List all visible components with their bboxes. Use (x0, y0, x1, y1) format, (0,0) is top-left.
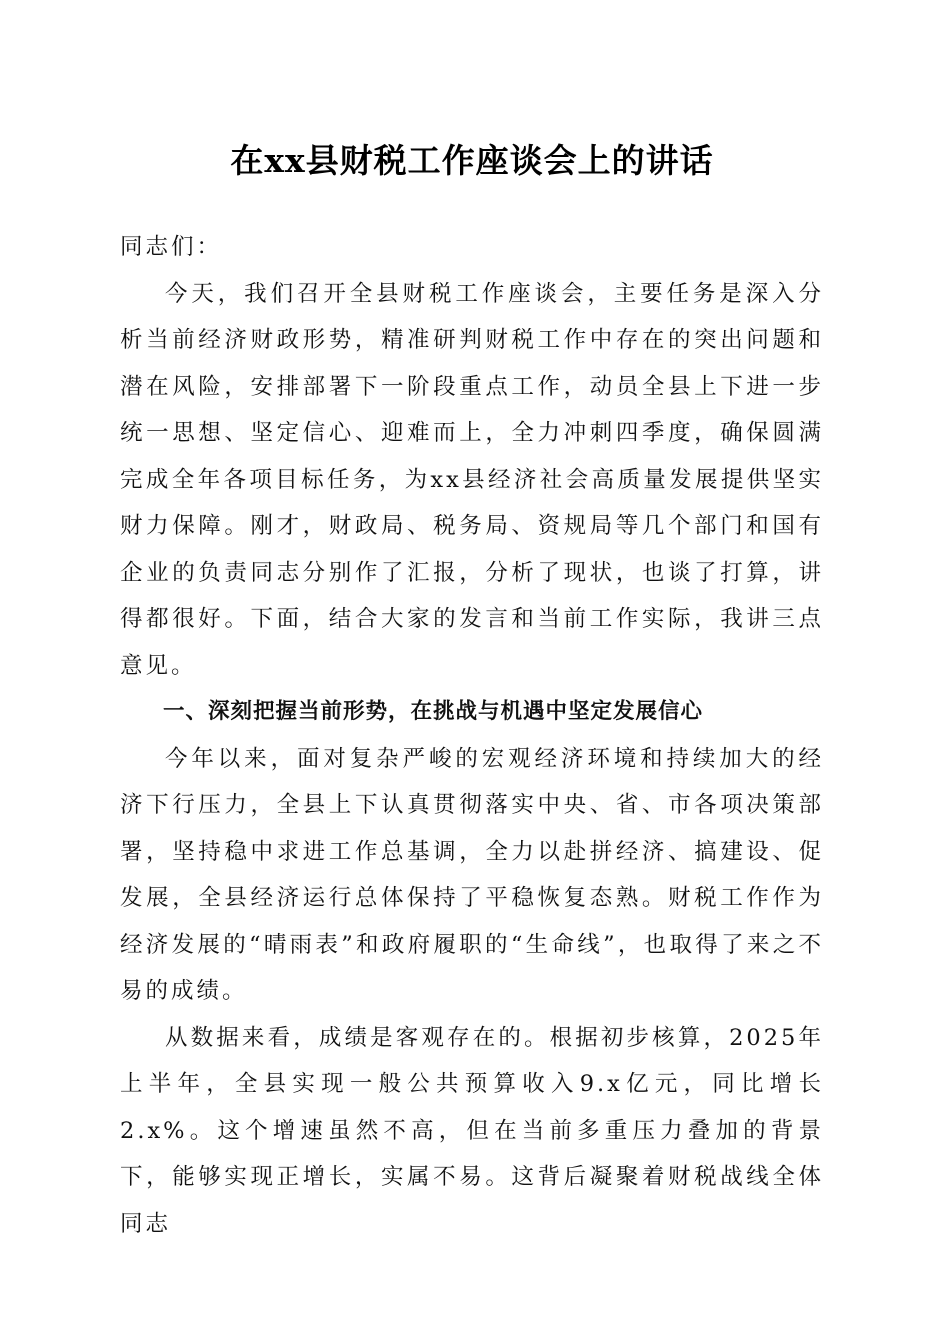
section-heading: 一、深刻把握当前形势，在挑战与机遇中坚定发展信心 (163, 699, 704, 724)
document-body (120, 224, 824, 1247)
document-title: 在xx县财税工作座谈会上的讲话 (230, 141, 714, 180)
intro-paragraph: 今天，我们召开全县财税工作座谈会，主要任务是深入分析当前经济财政形势，精准研判财税工作中存在的突出问题和潜在风险，安排部署下一阶段重点工作，动员全县上下进一步统一思想、坚定信心、迎难而上，全力冲刺四季度，确保圆满完成全年各项目标任务，为xx县经济社会高质量发展提供坚实财力保障。刚才，财政局、税务局、资规局等几个部门和国有企业的负责同志分别作了汇报，分析了现状，也谈了打算，讲得都很好。下面，结合大家的发言和当前工作实际，我讲三点意见。 (120, 280, 824, 679)
section-paragraph-2: 从数据来看，成绩是客观存在的。根据初步核算，2025年上半年，全县实现一般公共预算收入9.x亿元，同比增长2.x%。这个增速虽然不高，但在当前多重压力叠加的背景下，能够实现正增长，实属不易。这背后凝聚着财税战线全体同志 (120, 1024, 824, 1237)
salutation: 同志们： (120, 234, 223, 260)
document-page (120, 128, 824, 1247)
section-paragraph-1: 今年以来，面对复杂严峻的宏观经济环境和持续加大的经济下行压力，全县上下认真贯彻落实中央、省、市各项决策部署，坚持稳中求进工作总基调，全力以赴拼经济、搞建设、促发展，全县经济运行总体保持了平稳恢复态熟。财税工作作为经济发展的“晴雨表”和政府履职的“生命线”，也取得了来之不易的成绩。 (120, 745, 824, 1004)
